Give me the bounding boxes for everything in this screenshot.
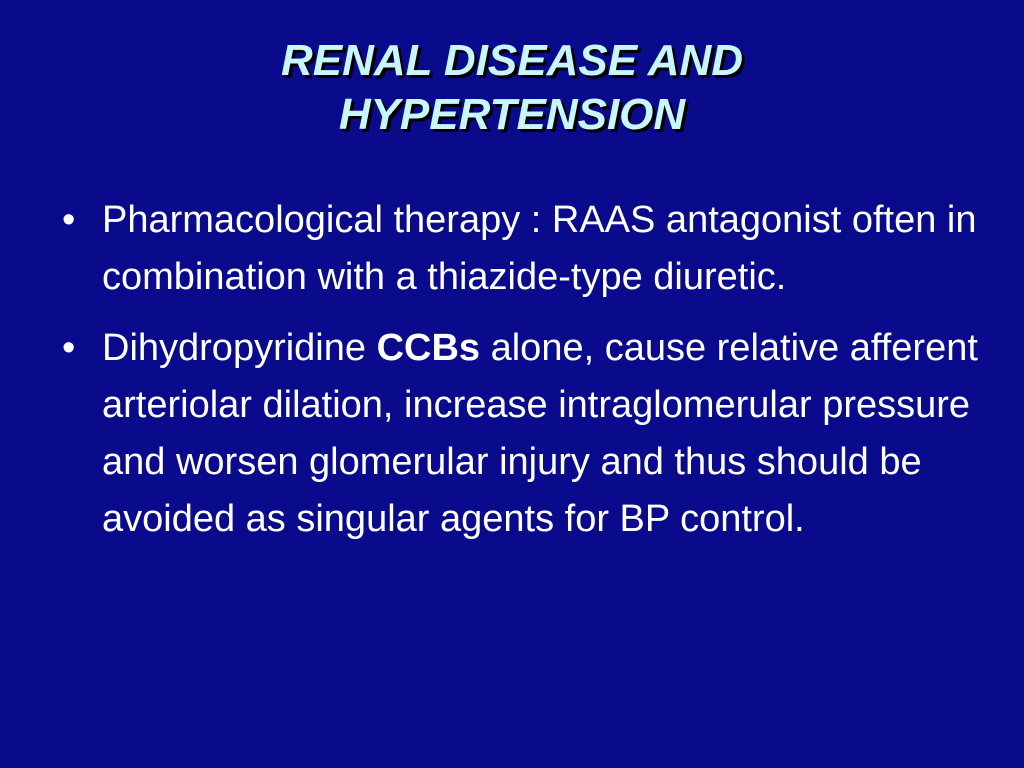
bullet-text-2-bold: CCBs	[376, 327, 481, 369]
bullet-icon: •	[62, 199, 76, 241]
slide-title-line-2: HYPERTENSION	[338, 90, 686, 139]
bullet-text-2-end: alone, cause relative afferent arteriolar dilation, increase intraglomerular pressure and worsen glomerular injury and thus should be avoided as singular agents for BP control.	[102, 327, 978, 540]
bullet-list	[60, 192, 980, 562]
bullet-item-2	[60, 320, 980, 548]
slide-title	[0, 34, 1024, 142]
bullet-item-1	[60, 192, 980, 306]
bullet-text-1: Pharmacological therapy : RAAS antagonist often in combination with a thiazide-type diuretic.	[102, 199, 977, 298]
bullet-text-2-start: Dihydropyridine	[102, 327, 377, 369]
bullet-icon: •	[62, 327, 76, 369]
slide-title-line-1: RENAL DISEASE AND	[280, 36, 744, 85]
